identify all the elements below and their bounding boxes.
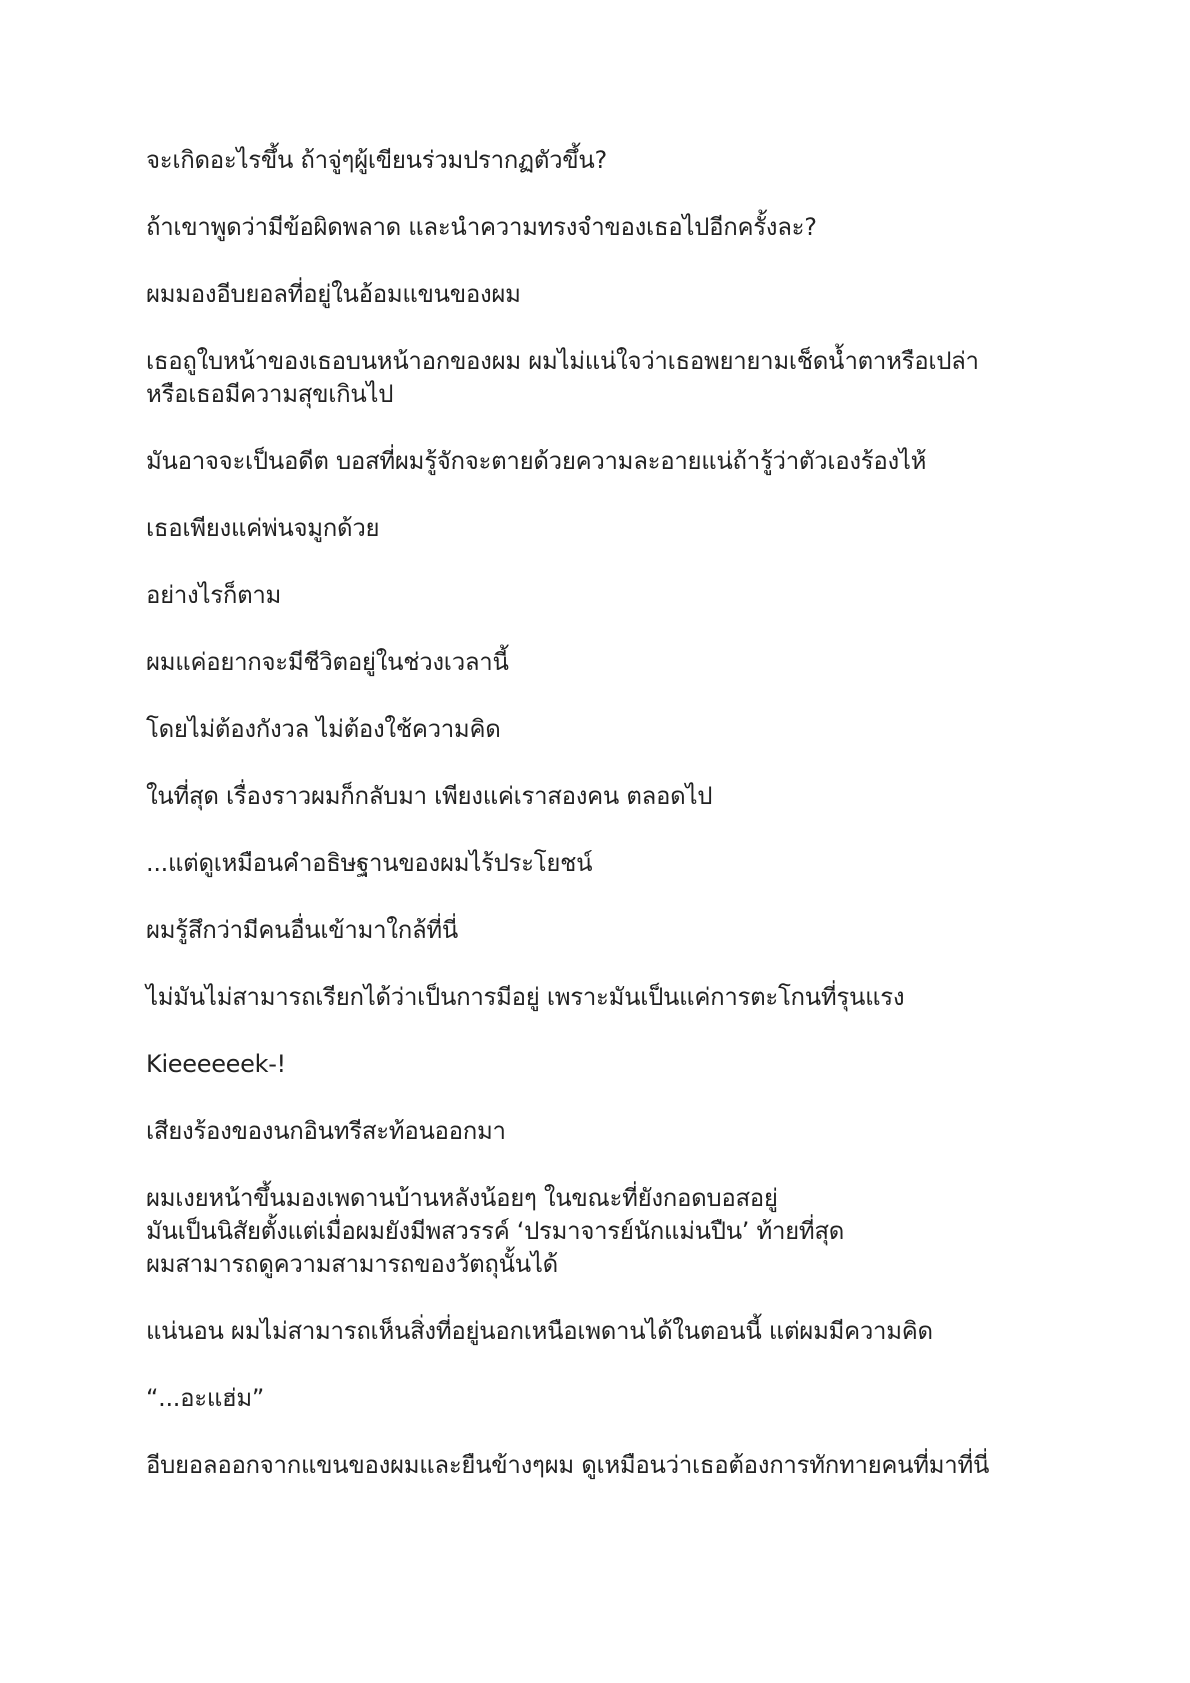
paragraph-17: แน่นอน ผมไม่สามารถเห็นสิ่งที่อยู่นอกเหนือเพดานได้ในตอนนี้ แต่ผมมีความคิด xyxy=(146,1317,933,1345)
paragraph-13: ไม่มันไม่สามารถเรียกได้ว่าเป็นการมีอยู่ เพราะมันเป็นแค่การตะโกนที่รุนแรง xyxy=(146,983,905,1011)
paragraph-18: “...อะแฮ่ม” xyxy=(146,1384,264,1412)
paragraph-3: ผมมองอีบยอลที่อยู่ในอ้อมแขนของผม xyxy=(146,280,521,308)
paragraph-14: Kieeeeeek-! xyxy=(146,1050,286,1078)
paragraph-8: ผมแค่อยากจะมีชีวิตอยู่ในช่วงเวลานี้ xyxy=(146,648,509,676)
paragraph-10: ในที่สุด เรื่องราวผมก็กลับมา เพียงแค่เราสองคน ตลอดไป xyxy=(146,782,713,810)
paragraph-16: ผมเงยหน้าขึ้นมองเพดานบ้านหลังน้อยๆ ในขณะที่ยังกอดบอสอยู่ มันเป็นนิสัยตั้งแต่เมื่อผมยังมีพสวรรค์ ‘ปรมาจารย์นักแม่นปืน’ ท้ายที่สุด ผมสามารถดูความสามารถของวัตถุนั้นได้ xyxy=(146,1184,845,1278)
paragraph-12: ผมรู้สึกว่ามีคนอื่นเข้ามาใกล้ที่นี่ xyxy=(146,916,458,944)
paragraph-2: ถ้าเขาพูดว่ามีข้อผิดพลาด และนำความทรงจำของเธอไปอีกครั้งละ? xyxy=(146,213,817,241)
paragraph-5: มันอาจจะเป็นอดีต บอสที่ผมรู้จักจะตายด้วยความละอายแน่ถ้ารู้ว่าตัวเองร้องไห้ xyxy=(146,447,927,475)
paragraph-15: เสียงร้องของนกอินทรีสะท้อนออกมา xyxy=(146,1117,506,1145)
paragraph-7: อย่างไรก็ตาม xyxy=(146,581,282,609)
paragraph-11: ...แต่ดูเหมือนคำอธิษฐานของผมไร้ประโยชน์ xyxy=(146,849,593,877)
document-page xyxy=(146,144,1066,1516)
paragraph-19: อีบยอลออกจากแขนของผมและยืนข้างๆผม ดูเหมือนว่าเธอต้องการทักทายคนที่มาที่นี่ xyxy=(146,1451,990,1479)
paragraph-9: โดยไม่ต้องกังวล ไม่ต้องใช้ความคิด xyxy=(146,715,501,743)
paragraph-6: เธอเพียงแค่พ่นจมูกด้วย xyxy=(146,514,380,542)
paragraph-4: เธอถูใบหน้าของเธอบนหน้าอกของผม ผมไม่แน่ใจว่าเธอพยายามเช็ดน้ำตาหรือเปล่า หรือเธอมีความสุขเกินไป xyxy=(146,347,979,408)
paragraph-1: จะเกิดอะไรขึ้น ถ้าจู่ๆผู้เขียนร่วมปรากฏตัวขึ้น? xyxy=(146,146,607,174)
